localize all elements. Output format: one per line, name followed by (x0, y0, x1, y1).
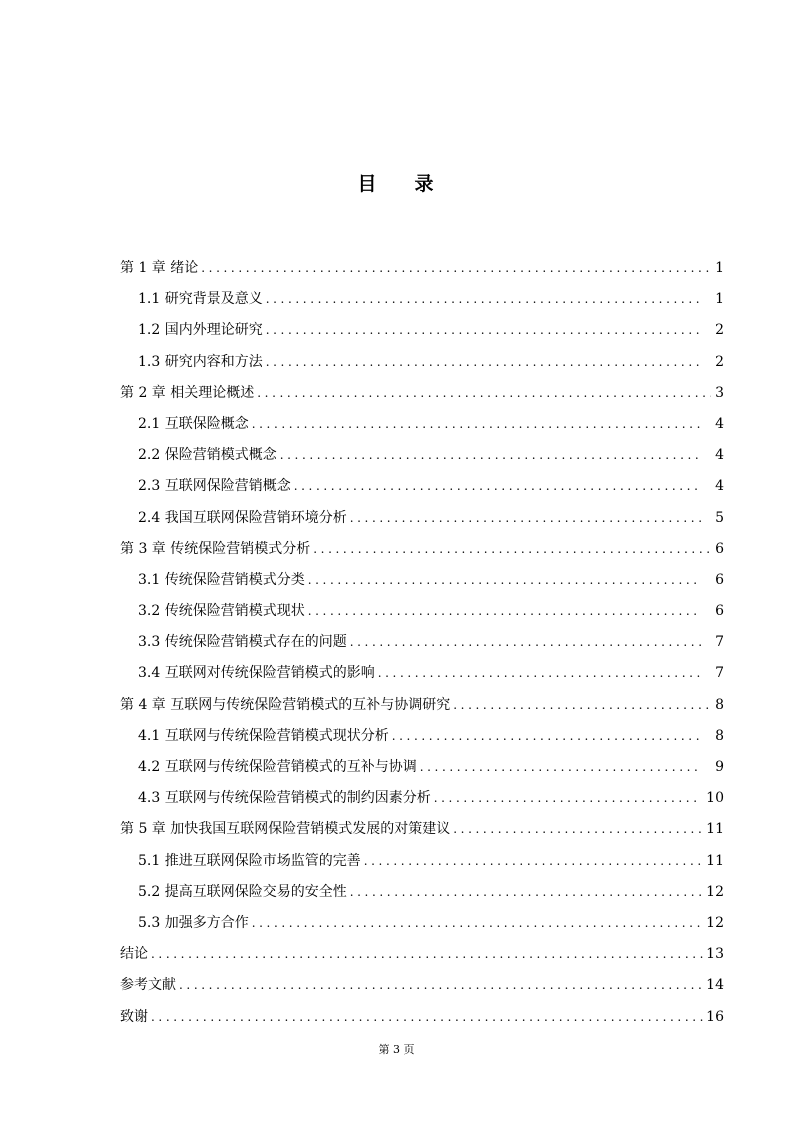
toc-page-number: 12 (706, 883, 724, 900)
toc-dot-leader (453, 814, 703, 845)
toc-section-entry[interactable] (120, 471, 724, 502)
toc-dot-leader (151, 939, 703, 970)
toc-page-number: 14 (706, 977, 724, 994)
toc-section-entry[interactable] (120, 440, 724, 471)
toc-chapter-entry[interactable] (120, 378, 724, 409)
toc-dot-leader (252, 409, 701, 440)
toc-page-number: 6 (715, 603, 724, 620)
toc-dot-leader (308, 596, 701, 627)
toc-entry-label: 4.1 互联网与传统保险营销模式现状分析 (138, 727, 389, 744)
toc-page-number: 10 (706, 790, 724, 807)
toc-entry-label: 4.2 互联网与传统保险营销模式的互补与协调 (138, 759, 417, 775)
toc-page-number: 6 (715, 571, 724, 588)
toc-page-number: 2 (715, 353, 724, 370)
toc-dot-leader (364, 846, 701, 877)
toc-section-entry[interactable] (120, 721, 724, 752)
toc-chapter-entry[interactable] (120, 814, 724, 845)
toc-chapter-entry[interactable] (120, 253, 724, 284)
toc-page-number: 3 (715, 384, 724, 401)
toc-page-number: 7 (715, 665, 724, 682)
toc-dot-leader (350, 627, 701, 658)
toc-entry-label: 3.4 互联网对传统保险营销模式的影响 (138, 665, 375, 682)
toc-page-number: 7 (715, 634, 724, 651)
toc-section-entry[interactable] (120, 315, 724, 346)
toc-dot-leader (280, 440, 701, 471)
toc-section-entry[interactable] (120, 846, 724, 877)
toc-entry-label: 第 4 章 互联网与传统保险营销模式的互补与协调研究 (120, 696, 451, 713)
page-number-footer: 第 3 页 (378, 1043, 415, 1056)
toc-page-number: 5 (715, 509, 724, 526)
toc-entry-label: 2.3 互联网保险营销概念 (138, 478, 291, 495)
toc-page-number: 13 (706, 946, 724, 963)
toc-dot-leader (308, 565, 701, 596)
toc-page-number: 12 (706, 914, 724, 931)
toc-chapter-entry[interactable] (120, 690, 724, 721)
toc-chapter-entry[interactable] (120, 939, 724, 970)
toc-dot-leader (453, 690, 711, 721)
toc-entry-label: 5.1 推进互联网保险市场监管的完善 (138, 852, 361, 869)
toc-page-number: 11 (706, 821, 724, 838)
toc-dot-leader (378, 658, 701, 689)
toc-page-number: 8 (715, 727, 724, 744)
toc-entry-label: 第 3 章 传统保险营销模式分析 (120, 540, 311, 557)
toc-entry-label: 1.3 研究内容和方法 (138, 353, 263, 370)
toc-page-number: 2 (715, 322, 724, 339)
toc-chapter-entry[interactable] (120, 1002, 724, 1033)
toc-page-number: 1 (715, 291, 724, 308)
toc-dot-leader (201, 253, 711, 284)
toc-entry-label: 5.3 加强多方合作 (138, 914, 249, 931)
toc-entry-label: 5.2 提高互联网保险交易的安全性 (138, 883, 347, 900)
toc-section-entry[interactable] (120, 908, 724, 939)
toc-dot-leader (350, 503, 701, 534)
page-title (0, 172, 793, 196)
toc-page-number: 4 (715, 447, 724, 464)
toc-entry-label: 2.1 互联保险概念 (138, 415, 249, 432)
toc-section-entry[interactable] (120, 284, 724, 315)
title-char-right: 录 (414, 173, 436, 195)
toc-dot-leader (266, 284, 701, 315)
toc-section-entry[interactable] (120, 347, 724, 378)
toc-dot-leader (350, 877, 701, 908)
toc-page-number: 8 (715, 696, 724, 713)
toc-entry-label: 3.1 传统保险营销模式分类 (138, 571, 305, 588)
toc-entry-label: 3.2 传统保险营销模式现状 (138, 603, 305, 620)
toc-section-entry[interactable] (120, 658, 724, 689)
toc-chapter-entry[interactable] (120, 534, 724, 565)
toc-entry-label: 1.1 研究背景及意义 (138, 291, 263, 308)
toc-page-number: 4 (715, 478, 724, 495)
toc-dot-leader (313, 534, 711, 565)
toc-dot-leader (257, 378, 711, 409)
toc-entry-label: 致谢 (120, 1008, 148, 1025)
toc-entry-label: 2.4 我国互联网保险营销环境分析 (138, 509, 347, 526)
toc-entry-label: 2.2 保险营销模式概念 (138, 447, 277, 464)
toc-page-number: 16 (706, 1008, 724, 1025)
toc-entry-label: 参考文献 (120, 977, 176, 994)
toc-dot-leader (434, 783, 701, 814)
toc-entry-label: 3.3 传统保险营销模式存在的问题 (138, 634, 347, 651)
table-of-contents (120, 253, 724, 1033)
toc-section-entry[interactable] (120, 783, 724, 814)
toc-dot-leader (392, 721, 701, 752)
toc-page-number: 4 (715, 415, 724, 432)
toc-dot-leader (179, 970, 703, 1001)
toc-chapter-entry[interactable] (120, 970, 724, 1001)
toc-section-entry[interactable] (120, 565, 724, 596)
toc-entry-label: 4.3 互联网与传统保险营销模式的制约因素分析 (138, 790, 431, 807)
toc-dot-leader (420, 752, 701, 783)
title-char-left: 目 (357, 173, 379, 195)
toc-section-entry[interactable] (120, 627, 724, 658)
toc-entry-label: 第 2 章 相关理论概述 (120, 384, 255, 401)
toc-page-number: 1 (715, 260, 724, 276)
toc-entry-label: 1.2 国内外理论研究 (138, 322, 263, 339)
toc-dot-leader (151, 1002, 703, 1033)
toc-dot-leader (266, 315, 701, 346)
toc-entry-label: 结论 (120, 946, 148, 963)
toc-page-number: 9 (715, 759, 724, 775)
toc-dot-leader (294, 471, 701, 502)
toc-page-number: 11 (706, 852, 724, 869)
toc-section-entry[interactable] (120, 596, 724, 627)
toc-section-entry[interactable] (120, 503, 724, 534)
toc-dot-leader (252, 908, 701, 939)
toc-section-entry[interactable] (120, 752, 724, 783)
toc-entry-label: 第 5 章 加快我国互联网保险营销模式发展的对策建议 (120, 821, 451, 838)
toc-section-entry[interactable] (120, 877, 724, 908)
toc-section-entry[interactable] (120, 409, 724, 440)
toc-entry-label: 第 1 章 绪论 (120, 260, 199, 276)
toc-dot-leader (266, 347, 701, 378)
toc-page-number: 6 (715, 540, 724, 557)
